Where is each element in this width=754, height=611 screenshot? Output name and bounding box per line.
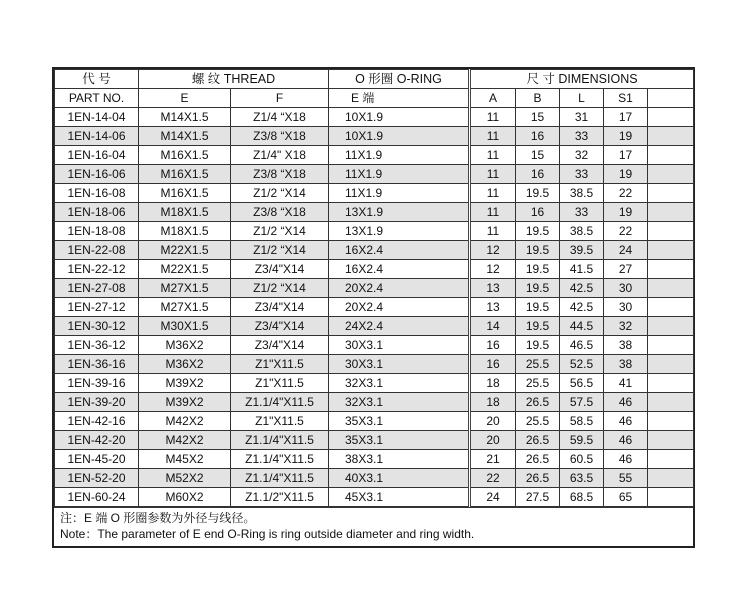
cell-dim-l: 33 <box>560 127 604 146</box>
cell-dim-s1: 30 <box>604 279 648 298</box>
cell-oring: 16X2.4 <box>329 241 470 260</box>
cell-thread-f: Z1.1/4"X11.5 <box>231 393 329 412</box>
cell-thread-f: Z3/8 “X18 <box>231 203 329 222</box>
cell-dim-l: 39.5 <box>560 241 604 260</box>
cell-thread-e: M18X1.5 <box>139 222 231 241</box>
header-oring: O 形圈 O-RING <box>329 70 470 89</box>
cell-oring: 30X3.1 <box>329 355 470 374</box>
cell-part-no: 1EN-18-08 <box>55 222 139 241</box>
cell-part-no: 1EN-39-16 <box>55 374 139 393</box>
cell-oring: 40X3.1 <box>329 469 470 488</box>
cell-blank <box>648 146 694 165</box>
cell-thread-e: M39X2 <box>139 393 231 412</box>
cell-dim-a: 11 <box>470 127 516 146</box>
cell-thread-e: M45X2 <box>139 450 231 469</box>
cell-dim-b: 26.5 <box>516 469 560 488</box>
cell-part-no: 1EN-30-12 <box>55 317 139 336</box>
cell-thread-f: Z1"X11.5 <box>231 374 329 393</box>
note-cn: 注：E 端 O 形圈参数为外径与线径。 <box>60 511 256 525</box>
cell-dim-b: 16 <box>516 203 560 222</box>
table-row <box>55 184 694 203</box>
cell-part-no: 1EN-14-04 <box>55 108 139 127</box>
notes <box>54 507 693 546</box>
cell-dim-s1: 24 <box>604 241 648 260</box>
cell-thread-e: M52X2 <box>139 469 231 488</box>
cell-dim-b: 19.5 <box>516 336 560 355</box>
cell-dim-s1: 19 <box>604 127 648 146</box>
cell-thread-f: Z1/4" X18 <box>231 146 329 165</box>
cell-thread-e: M14X1.5 <box>139 127 231 146</box>
cell-blank <box>648 412 694 431</box>
cell-dim-b: 16 <box>516 127 560 146</box>
cell-thread-e: M16X1.5 <box>139 184 231 203</box>
cell-dim-l: 57.5 <box>560 393 604 412</box>
cell-dim-b: 19.5 <box>516 317 560 336</box>
cell-part-no: 1EN-36-16 <box>55 355 139 374</box>
table-row <box>55 146 694 165</box>
cell-part-no: 1EN-14-06 <box>55 127 139 146</box>
cell-part-no: 1EN-22-08 <box>55 241 139 260</box>
cell-oring: 24X2.4 <box>329 317 470 336</box>
cell-part-no: 1EN-39-20 <box>55 393 139 412</box>
cell-dim-l: 42.5 <box>560 298 604 317</box>
spec-sheet <box>52 67 695 548</box>
cell-dim-a: 11 <box>470 165 516 184</box>
cell-thread-e: M42X2 <box>139 412 231 431</box>
cell-dim-a: 12 <box>470 260 516 279</box>
cell-dim-s1: 30 <box>604 298 648 317</box>
table-row <box>55 355 694 374</box>
cell-dim-s1: 17 <box>604 108 648 127</box>
cell-dim-b: 19.5 <box>516 298 560 317</box>
cell-dim-b: 15 <box>516 108 560 127</box>
cell-oring: 10X1.9 <box>329 108 470 127</box>
cell-thread-e: M39X2 <box>139 374 231 393</box>
fitting-spec-table <box>54 69 694 507</box>
cell-dim-l: 33 <box>560 203 604 222</box>
cell-thread-e: M27X1.5 <box>139 298 231 317</box>
cell-dim-s1: 46 <box>604 450 648 469</box>
cell-dim-l: 33 <box>560 165 604 184</box>
cell-dim-a: 12 <box>470 241 516 260</box>
cell-blank <box>648 317 694 336</box>
cell-dim-b: 16 <box>516 165 560 184</box>
cell-oring: 20X2.4 <box>329 279 470 298</box>
cell-dim-b: 27.5 <box>516 488 560 507</box>
cell-dim-s1: 41 <box>604 374 648 393</box>
table-row <box>55 317 694 336</box>
cell-dim-b: 19.5 <box>516 241 560 260</box>
cell-thread-f: Z3/4"X14 <box>231 336 329 355</box>
cell-thread-e: M60X2 <box>139 488 231 507</box>
cell-dim-b: 25.5 <box>516 374 560 393</box>
table-row <box>55 165 694 184</box>
cell-part-no: 1EN-16-06 <box>55 165 139 184</box>
cell-thread-f: Z3/8 “X18 <box>231 165 329 184</box>
cell-blank <box>648 450 694 469</box>
table-row <box>55 203 694 222</box>
cell-thread-f: Z1"X11.5 <box>231 355 329 374</box>
cell-part-no: 1EN-27-12 <box>55 298 139 317</box>
cell-dim-l: 68.5 <box>560 488 604 507</box>
cell-thread-f: Z1/2 “X14 <box>231 241 329 260</box>
table-row <box>55 431 694 450</box>
cell-blank <box>648 298 694 317</box>
header-part-no-en: PART NO. <box>55 89 139 108</box>
cell-thread-e: M14X1.5 <box>139 108 231 127</box>
cell-thread-f: Z1/4 “X18 <box>231 108 329 127</box>
cell-oring: 35X3.1 <box>329 431 470 450</box>
cell-dim-s1: 38 <box>604 355 648 374</box>
cell-thread-f: Z1.1/4"X11.5 <box>231 450 329 469</box>
cell-blank <box>648 127 694 146</box>
cell-part-no: 1EN-27-08 <box>55 279 139 298</box>
cell-dim-s1: 22 <box>604 184 648 203</box>
cell-dim-a: 11 <box>470 146 516 165</box>
cell-dim-l: 60.5 <box>560 450 604 469</box>
cell-dim-s1: 46 <box>604 412 648 431</box>
cell-oring: 13X1.9 <box>329 203 470 222</box>
cell-dim-b: 26.5 <box>516 393 560 412</box>
cell-dim-a: 22 <box>470 469 516 488</box>
cell-dim-a: 18 <box>470 393 516 412</box>
cell-dim-l: 41.5 <box>560 260 604 279</box>
cell-dim-l: 38.5 <box>560 222 604 241</box>
cell-blank <box>648 431 694 450</box>
cell-thread-e: M36X2 <box>139 355 231 374</box>
cell-dim-b: 25.5 <box>516 355 560 374</box>
header-col-f: F <box>231 89 329 108</box>
cell-blank <box>648 165 694 184</box>
cell-dim-l: 63.5 <box>560 469 604 488</box>
cell-dim-s1: 38 <box>604 336 648 355</box>
cell-part-no: 1EN-42-16 <box>55 412 139 431</box>
cell-thread-e: M22X1.5 <box>139 260 231 279</box>
table-row <box>55 488 694 507</box>
cell-part-no: 1EN-45-20 <box>55 450 139 469</box>
cell-oring: 11X1.9 <box>329 184 470 203</box>
cell-oring: 32X3.1 <box>329 374 470 393</box>
cell-dim-b: 19.5 <box>516 260 560 279</box>
table-row <box>55 241 694 260</box>
header-col-s1: S1 <box>604 89 648 108</box>
cell-thread-f: Z3/4"X14 <box>231 260 329 279</box>
cell-dim-l: 38.5 <box>560 184 604 203</box>
cell-dim-s1: 65 <box>604 488 648 507</box>
header-col-a: A <box>470 89 516 108</box>
cell-oring: 13X1.9 <box>329 222 470 241</box>
cell-dim-a: 16 <box>470 355 516 374</box>
cell-thread-e: M16X1.5 <box>139 146 231 165</box>
cell-thread-e: M30X1.5 <box>139 317 231 336</box>
cell-blank <box>648 222 694 241</box>
cell-thread-f: Z3/4"X14 <box>231 317 329 336</box>
cell-dim-a: 13 <box>470 279 516 298</box>
cell-oring: 35X3.1 <box>329 412 470 431</box>
cell-dim-l: 44.5 <box>560 317 604 336</box>
header-col-e: E <box>139 89 231 108</box>
cell-part-no: 1EN-42-20 <box>55 431 139 450</box>
cell-dim-b: 26.5 <box>516 431 560 450</box>
cell-dim-s1: 19 <box>604 203 648 222</box>
cell-part-no: 1EN-22-12 <box>55 260 139 279</box>
cell-dim-b: 19.5 <box>516 279 560 298</box>
cell-blank <box>648 260 694 279</box>
cell-oring: 11X1.9 <box>329 165 470 184</box>
cell-dim-s1: 46 <box>604 393 648 412</box>
cell-dim-b: 19.5 <box>516 222 560 241</box>
cell-blank <box>648 469 694 488</box>
cell-thread-e: M36X2 <box>139 336 231 355</box>
cell-dim-l: 42.5 <box>560 279 604 298</box>
cell-dim-l: 52.5 <box>560 355 604 374</box>
cell-blank <box>648 488 694 507</box>
cell-part-no: 1EN-60-24 <box>55 488 139 507</box>
cell-oring: 10X1.9 <box>329 127 470 146</box>
cell-oring: 32X3.1 <box>329 393 470 412</box>
header-dimensions: 尺 寸 DIMENSIONS <box>470 70 694 89</box>
cell-dim-b: 26.5 <box>516 450 560 469</box>
cell-dim-a: 16 <box>470 336 516 355</box>
cell-dim-l: 31 <box>560 108 604 127</box>
cell-part-no: 1EN-18-06 <box>55 203 139 222</box>
cell-thread-e: M22X1.5 <box>139 241 231 260</box>
cell-oring: 45X3.1 <box>329 488 470 507</box>
cell-dim-a: 20 <box>470 431 516 450</box>
cell-oring: 38X3.1 <box>329 450 470 469</box>
table-row <box>55 374 694 393</box>
table-row <box>55 279 694 298</box>
cell-dim-a: 21 <box>470 450 516 469</box>
table-row <box>55 260 694 279</box>
cell-thread-e: M16X1.5 <box>139 165 231 184</box>
cell-dim-b: 25.5 <box>516 412 560 431</box>
cell-thread-e: M42X2 <box>139 431 231 450</box>
cell-dim-a: 20 <box>470 412 516 431</box>
cell-dim-s1: 27 <box>604 260 648 279</box>
cell-dim-s1: 55 <box>604 469 648 488</box>
table-row <box>55 450 694 469</box>
cell-thread-f: Z1.1/4"X11.5 <box>231 469 329 488</box>
cell-dim-b: 19.5 <box>516 184 560 203</box>
cell-thread-f: Z1"X11.5 <box>231 412 329 431</box>
cell-thread-f: Z3/8 “X18 <box>231 127 329 146</box>
cell-dim-a: 11 <box>470 184 516 203</box>
cell-blank <box>648 241 694 260</box>
cell-dim-s1: 32 <box>604 317 648 336</box>
table-row <box>55 222 694 241</box>
cell-oring: 11X1.9 <box>329 146 470 165</box>
cell-dim-l: 56.5 <box>560 374 604 393</box>
note-en: Note：The parameter of E end O-Ring is ring outside diameter and ring width. <box>60 527 475 541</box>
cell-part-no: 1EN-16-04 <box>55 146 139 165</box>
cell-dim-l: 32 <box>560 146 604 165</box>
cell-dim-s1: 17 <box>604 146 648 165</box>
cell-oring: 30X3.1 <box>329 336 470 355</box>
header-part-no-cn: 代 号 <box>55 70 139 89</box>
table-row <box>55 393 694 412</box>
cell-oring: 20X2.4 <box>329 298 470 317</box>
cell-dim-s1: 22 <box>604 222 648 241</box>
cell-dim-a: 24 <box>470 488 516 507</box>
header-col-l: L <box>560 89 604 108</box>
header-col-blank <box>648 89 694 108</box>
table-row <box>55 108 694 127</box>
table-row <box>55 412 694 431</box>
header-thread: 螺 纹 THREAD <box>139 70 329 89</box>
header-col-e-end: E 端 <box>329 89 470 108</box>
cell-thread-f: Z1/2 “X14 <box>231 222 329 241</box>
table-row <box>55 469 694 488</box>
cell-dim-a: 11 <box>470 108 516 127</box>
table-row <box>55 336 694 355</box>
table-row <box>55 127 694 146</box>
cell-dim-a: 11 <box>470 203 516 222</box>
cell-blank <box>648 108 694 127</box>
cell-dim-a: 14 <box>470 317 516 336</box>
table-row <box>55 298 694 317</box>
cell-thread-e: M18X1.5 <box>139 203 231 222</box>
cell-dim-a: 11 <box>470 222 516 241</box>
cell-dim-b: 15 <box>516 146 560 165</box>
cell-blank <box>648 203 694 222</box>
cell-blank <box>648 336 694 355</box>
cell-part-no: 1EN-52-20 <box>55 469 139 488</box>
cell-part-no: 1EN-36-12 <box>55 336 139 355</box>
cell-thread-f: Z1/2 “X14 <box>231 184 329 203</box>
cell-oring: 16X2.4 <box>329 260 470 279</box>
cell-thread-f: Z3/4"X14 <box>231 298 329 317</box>
cell-blank <box>648 279 694 298</box>
cell-thread-f: Z1/2 “X14 <box>231 279 329 298</box>
cell-thread-e: M27X1.5 <box>139 279 231 298</box>
cell-blank <box>648 184 694 203</box>
table-body <box>55 108 694 507</box>
cell-dim-a: 18 <box>470 374 516 393</box>
cell-thread-f: Z1.1/2"X11.5 <box>231 488 329 507</box>
cell-dim-a: 13 <box>470 298 516 317</box>
cell-thread-f: Z1.1/4"X11.5 <box>231 431 329 450</box>
cell-blank <box>648 393 694 412</box>
cell-blank <box>648 355 694 374</box>
cell-dim-l: 58.5 <box>560 412 604 431</box>
cell-dim-l: 59.5 <box>560 431 604 450</box>
cell-dim-l: 46.5 <box>560 336 604 355</box>
cell-blank <box>648 374 694 393</box>
cell-part-no: 1EN-16-08 <box>55 184 139 203</box>
cell-dim-s1: 46 <box>604 431 648 450</box>
header-col-b: B <box>516 89 560 108</box>
cell-dim-s1: 19 <box>604 165 648 184</box>
